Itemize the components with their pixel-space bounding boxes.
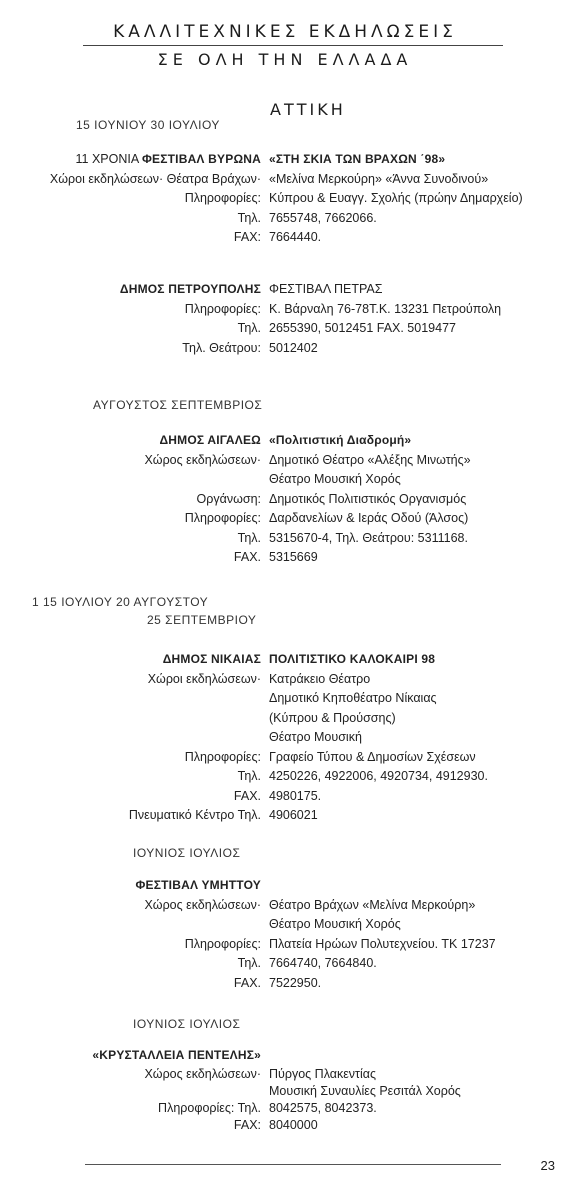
event-entry — [0, 280, 570, 358]
row-value: 7522950. — [269, 975, 322, 990]
row-label: Πληροφορίες: — [184, 749, 261, 764]
row-value: Δημοτικό Θέατρο «Αλέξης Μινωτής» — [269, 452, 471, 467]
row-label: Χώροι εκδηλώσεων· Θέατρα Βράχων· — [49, 171, 261, 186]
row-label: Τηλ. — [237, 321, 261, 335]
event-entry — [0, 150, 570, 248]
period-label: 15 ΙΟΥΝΙΟΥ 30 ΙΟΥΛΙΟΥ — [76, 118, 220, 132]
row-label: Χώρος εκδηλώσεων· — [144, 1066, 261, 1081]
event-title: ΠΟΛΙΤΙΣΤΙΚΟ ΚΑΛΟΚΑΙΡΙ 98 — [269, 652, 436, 666]
event-entry — [0, 431, 570, 568]
footer-rule — [85, 1164, 501, 1165]
row-value: «Μελίνα Μερκούρη» «Άννα Συνοδινού» — [269, 171, 489, 186]
organizer-name: ΦΕΣΤΙΒΑΛ ΥΜΗΤΤΟΥ — [135, 878, 261, 892]
row-label: FAX. — [233, 788, 261, 803]
row-value: 8040000 — [269, 1117, 318, 1132]
row-label: Πληροφορίες: — [184, 936, 261, 951]
row-value: Θέατρο Μουσική Χορός — [269, 472, 401, 486]
row-label: Τηλ. — [237, 210, 261, 225]
row-value: 7655748, 7662066. — [269, 210, 377, 225]
period-label: ΑΥΓΟΥΣΤΟΣ ΣΕΠΤΕΜΒΡΙΟΣ — [93, 398, 263, 412]
row-label: Πνευματικό Κέντρο Τηλ. — [128, 808, 261, 822]
row-label: Τηλ. — [237, 956, 261, 970]
event-title: «Πολιτιστική Διαδρομή» — [269, 433, 412, 447]
row-value: Κ. Βάρναλη 76-78Τ.Κ. 13231 Πετρούπολη — [269, 301, 502, 316]
period-label: 1 15 ΙΟΥΛΙΟΥ 20 ΑΥΓΟΥΣΤΟΥ — [32, 595, 209, 609]
row-value: Κύπρου & Ευαγγ. Σχολής (πρώην Δημαρχείο) — [269, 191, 523, 205]
row-value: Δημοτικός Πολιτιστικός Οργανισμός — [269, 491, 467, 506]
row-value: 7664740, 7664840. — [269, 956, 377, 970]
header-rule — [83, 45, 503, 46]
row-label: FAX. — [233, 550, 261, 564]
event-entry — [0, 1046, 570, 1134]
period-label: ΙΟΥΝΙΟΣ ΙΟΥΛΙΟΣ — [133, 846, 241, 860]
row-label: Τηλ. Θεάτρου: — [182, 340, 261, 355]
row-value: 4980175. — [269, 788, 322, 803]
row-label: Οργάνωση: — [196, 491, 261, 506]
header-title-line1: ΚΑΛΛΙΤΕΧΝΙΚΕΣ ΕΚΔΗΛΩΣΕΙΣ — [113, 22, 457, 42]
row-value: 4250226, 4922006, 4920734, 4912930. — [269, 769, 488, 783]
row-value: 5012402 — [269, 340, 318, 355]
event-title: ΦΕΣΤΙΒΑΛ ΠΕΤΡΑΣ — [269, 282, 383, 296]
row-value: 4906021 — [269, 808, 318, 822]
event-entry — [0, 650, 570, 826]
header-title-line2: ΣΕ ΟΛΗ ΤΗΝ ΕΛΛΑΔΑ — [157, 50, 413, 69]
row-value: 5315669 — [269, 550, 318, 564]
event-entry — [0, 876, 570, 993]
organizer-name: ΦΕΣΤΙΒΑΛ ΒΥΡΩΝΑ — [141, 152, 261, 166]
row-value: (Κύπρου & Προύσσης) — [269, 710, 396, 725]
row-value: 8042575, 8042373. — [269, 1100, 377, 1115]
organizer-name: ΔΗΜΟΣ ΑΙΓΑΛΕΩ — [159, 433, 261, 447]
row-label: Χώροι εκδηλώσεων· — [147, 671, 261, 686]
row-value: 2655390, 5012451 FAX. 5019477 — [269, 321, 456, 335]
row-label: Χώρος εκδηλώσεων· — [144, 897, 261, 912]
row-label: FAX: — [233, 1117, 261, 1132]
page-number: 23 — [540, 1158, 555, 1173]
row-label: Τηλ. — [237, 530, 261, 545]
organizer-name: «ΚΡΥΣΤΑΛΛΕΙΑ ΠΕΝΤΕΛΗΣ» — [92, 1048, 261, 1062]
row-value: Μουσική Συναυλίες Ρεσιτάλ Χορός — [269, 1083, 461, 1098]
event-title: «ΣΤΗ ΣΚΙΑ ΤΩΝ ΒΡΑΧΩΝ ΄98» — [269, 152, 446, 166]
period-label: ΙΟΥΝΙΟΣ ΙΟΥΛΙΟΣ — [133, 1017, 241, 1031]
row-value: Δημοτικό Κηποθέατρο Νίκαιας — [269, 691, 437, 705]
row-label: FAX: — [233, 230, 261, 244]
row-label: Πληροφορίες: — [184, 301, 261, 316]
row-value: Θέατρο Μουσική — [269, 730, 362, 744]
row-label: Τηλ. — [237, 769, 261, 783]
row-value: Θέατρο Μουσική Χορός — [269, 917, 401, 931]
row-label: Χώρος εκδηλώσεων· — [144, 452, 261, 467]
organizer — [76, 150, 261, 170]
organizer-prefix: 11 ΧΡΟΝΙΑ — [75, 152, 142, 166]
row-value: Γραφείο Τύπου & Δημοσίων Σχέσεων — [269, 749, 476, 764]
row-label: Πληροφορίες: Τηλ. — [158, 1100, 261, 1115]
region-title: ΑΤΤΙΚΗ — [270, 100, 346, 119]
row-value: Πύργος Πλακεντίας — [269, 1066, 377, 1081]
period-label: 25 ΣΕΠΤΕΜΒΡΙΟΥ — [147, 613, 257, 627]
organizer-name: ΔΗΜΟΣ ΝΙΚΑΙΑΣ — [162, 652, 261, 666]
row-value: Κατράκειο Θέατρο — [269, 671, 371, 686]
row-value: 7664440. — [269, 230, 322, 244]
row-label: FAX. — [233, 975, 261, 990]
row-value: Θέατρο Βράχων «Μελίνα Μερκούρη» — [269, 897, 476, 912]
row-value: Δαρδανελίων & Ιεράς Οδού (Άλσος) — [269, 511, 469, 525]
row-label: Πληροφορίες: — [184, 191, 261, 205]
row-value: Πλατεία Ηρώων Πολυτεχνείου. ΤΚ 17237 — [269, 936, 496, 951]
organizer-name: ΔΗΜΟΣ ΠΕΤΡΟΥΠΟΛΗΣ — [119, 282, 261, 296]
row-value: 5315670-4, Τηλ. Θεάτρου: 5311168. — [269, 530, 468, 545]
row-label: Πληροφορίες: — [184, 511, 261, 525]
